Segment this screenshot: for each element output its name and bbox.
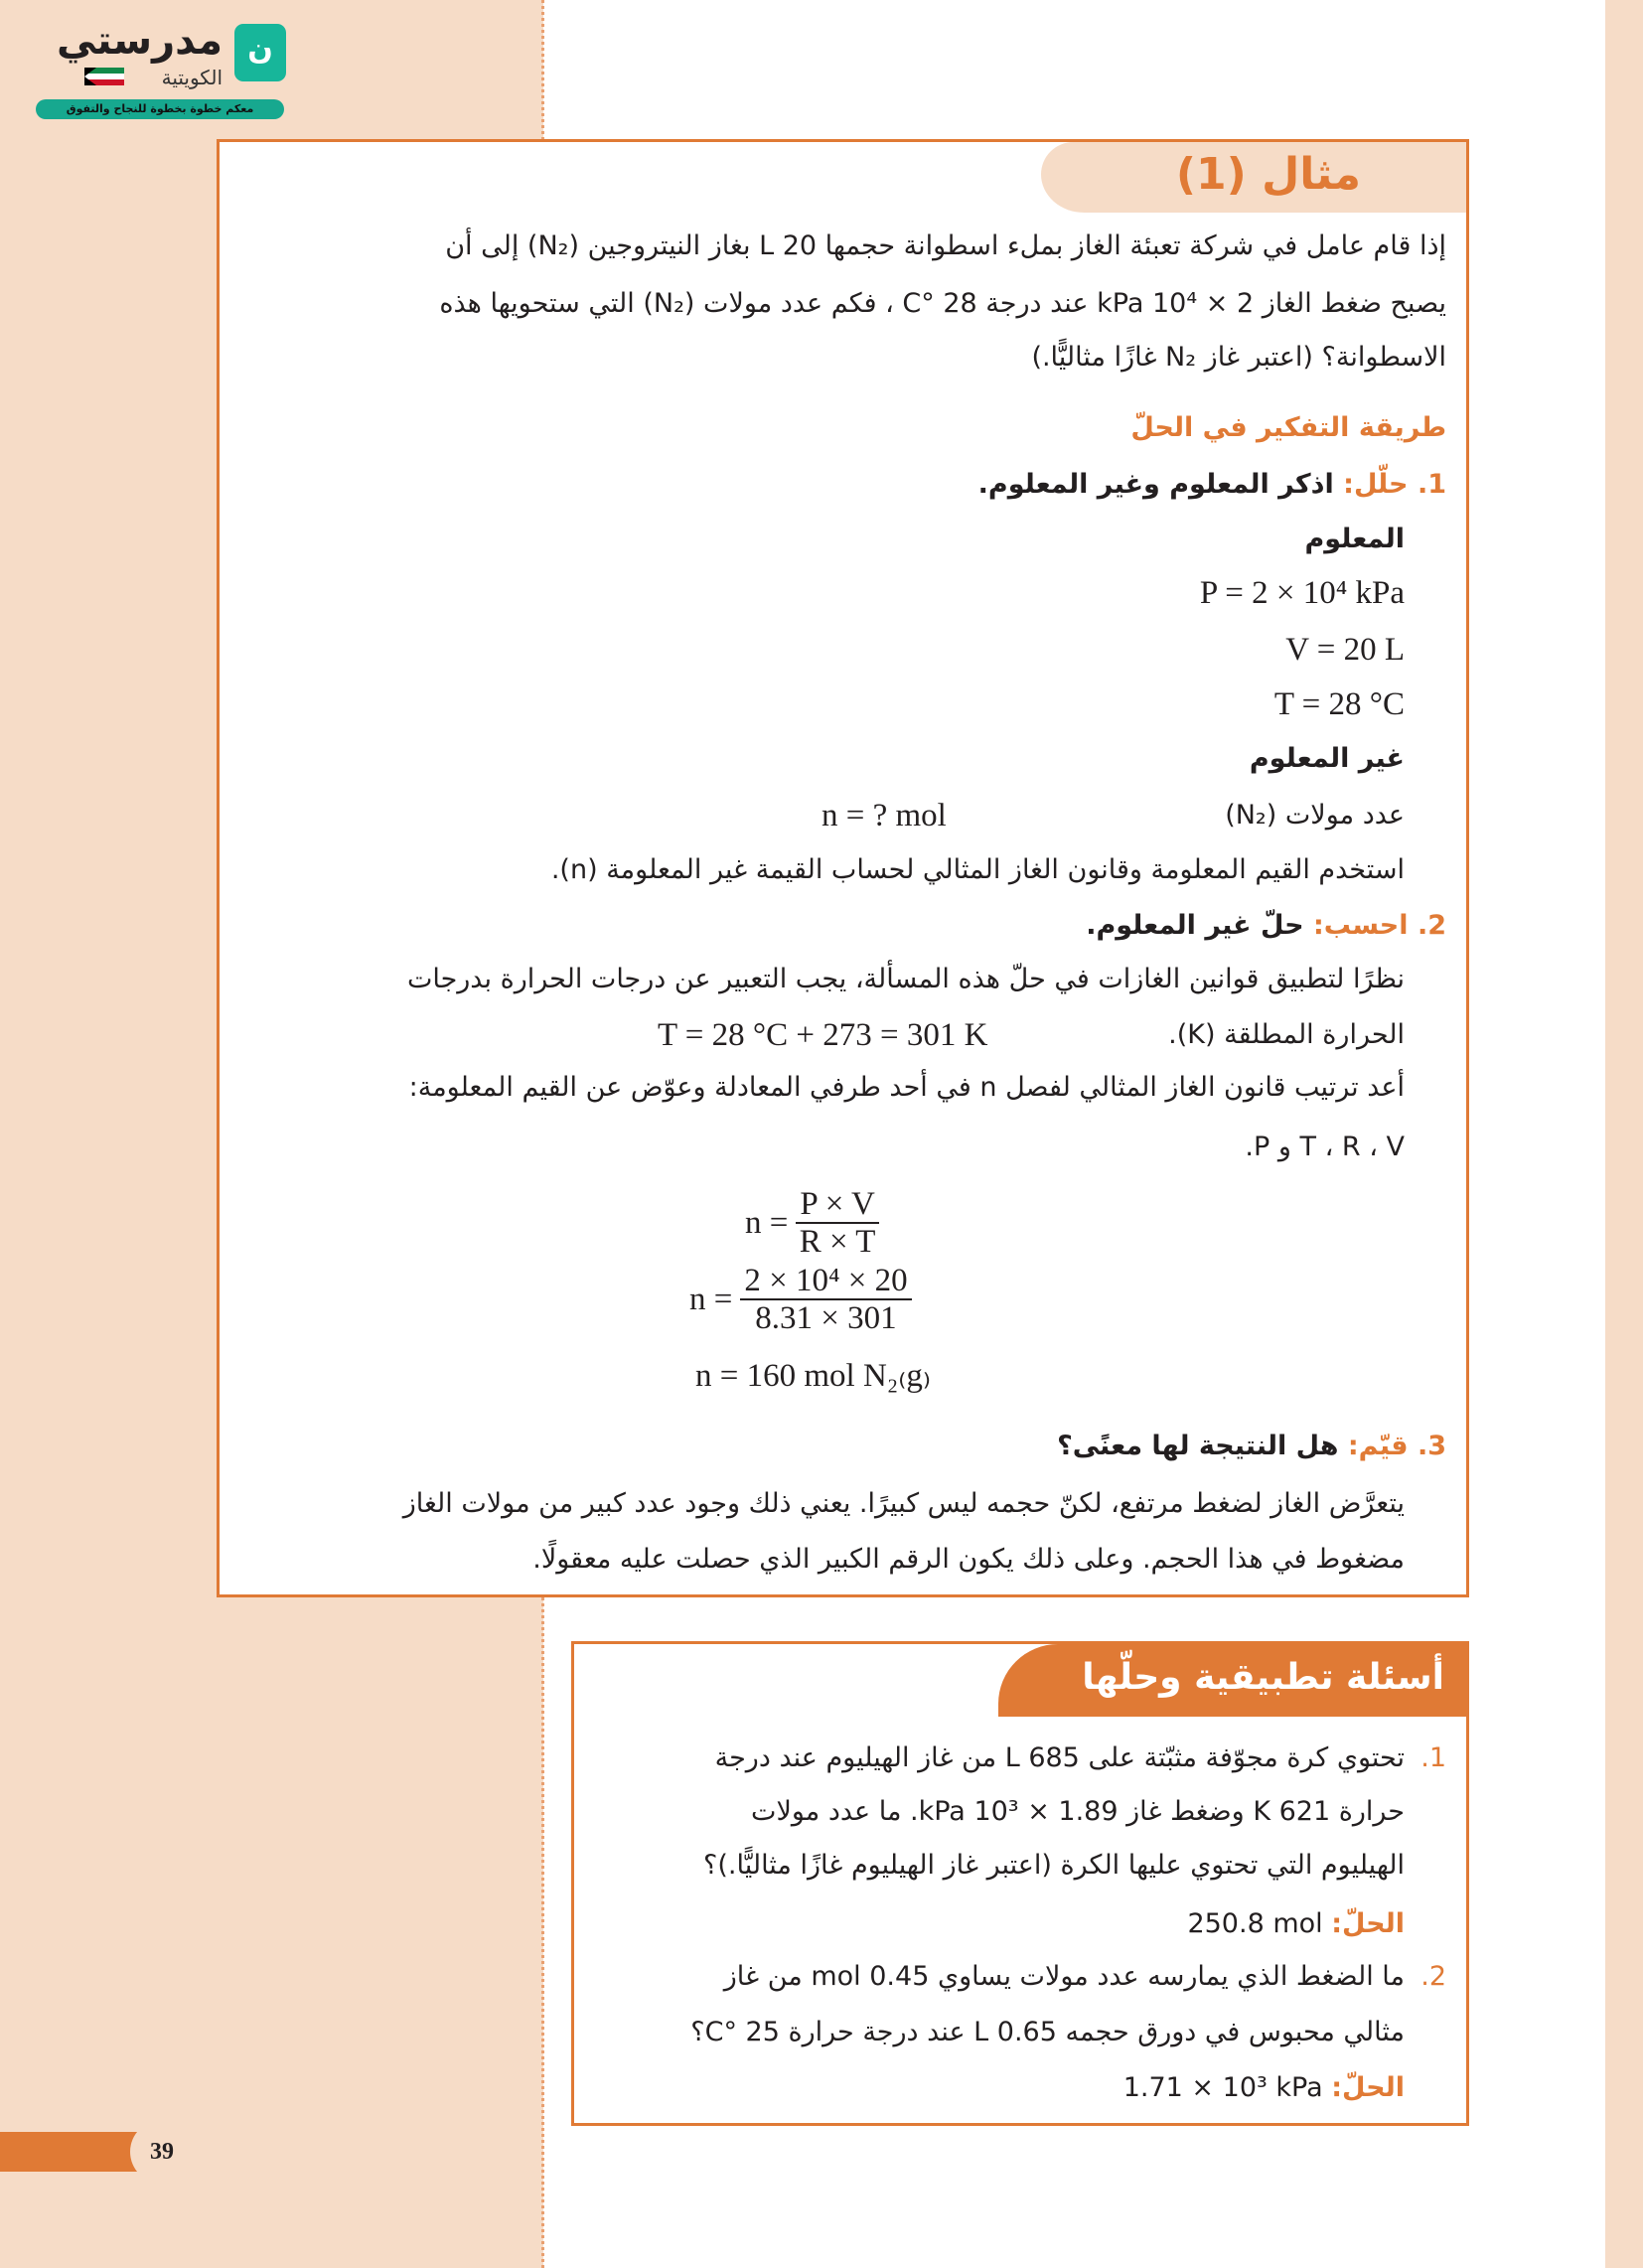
equation-rearranged <box>745 1186 879 1260</box>
step-keyword: حلّل: <box>1343 469 1409 500</box>
step3-line: مضغوط في هذا الحجم. وعلى ذلك يكون الرقم الكبير الذي حصلت عليه معقولًا. <box>532 1544 1405 1575</box>
step2-line: نظرًا لتطبيق قوانين الغازات في حلّ هذه المسألة، يجب التعبير عن درجات الحرارة بدرجات <box>406 964 1405 994</box>
step-text: اذكر المعلوم وغير المعلوم. <box>977 469 1334 500</box>
question-line: حرارة K 621 وضغط غاز 1.89 × 10³ kPa. ما عدد مولات <box>751 1796 1405 1827</box>
step-text: هل النتيجة لها معنًى؟ <box>1057 1431 1339 1461</box>
equation-lhs: n = <box>689 1281 733 1317</box>
step-number: 2. <box>1417 910 1446 941</box>
question-number: 1. <box>1420 1742 1446 1773</box>
step3-line: يتعرَّض الغاز لضغط مرتفع، لكنّ حجمه ليس كبيرًا. يعني ذلك وجود عدد كبير من مولات الغاز <box>402 1488 1405 1519</box>
step-keyword: قيّم: <box>1347 1431 1409 1461</box>
answer-value: 250.8 mol <box>1187 1908 1323 1939</box>
answer-label: الحلّ: <box>1331 1908 1405 1939</box>
answer-value: 1.71 × 10³ kPa <box>1122 2072 1323 2103</box>
page-number: 39 <box>130 2120 194 2184</box>
known-label: المعلوم <box>1304 524 1405 554</box>
step-1 <box>978 465 1446 505</box>
question-line: الهيليوم التي تحتوي عليها الكرة (اعتبر غاز الهيليوم غازًا مثاليًّا.)؟ <box>703 1850 1405 1881</box>
step2-line: الحرارة المطلقة (K). <box>1168 1019 1405 1050</box>
unknown-label: غير المعلوم <box>1249 743 1405 774</box>
known-pressure: P = 2 × 10⁴ kPa <box>1199 575 1405 611</box>
equation-lhs: n = <box>745 1204 789 1241</box>
use-line: استخدم القيم المعلومة وقانون الغاز المثالي لحساب القيمة غير المعلومة (n). <box>550 854 1405 885</box>
result-equation: n = 160 mol N₂₍g₎ <box>695 1358 931 1394</box>
numerator: 2 × 10⁴ × 20 <box>740 1263 911 1300</box>
logo-slogan: معكم خطوة بخطوة للنجاح والتفوق <box>36 99 284 119</box>
step-text: حلّ غير المعلوم. <box>1086 910 1304 941</box>
answer-label: الحلّ: <box>1331 2072 1405 2103</box>
step-3 <box>1057 1427 1446 1466</box>
method-heading: طريقة التفكير في الحلّ <box>1130 412 1446 443</box>
known-volume: V = 20 L <box>1285 632 1405 668</box>
unknown-value: n = ? mol <box>822 798 947 833</box>
question-line: مثالي محبوس في دورق حجمه L 0.65 عند درجة حرارة 25 °C؟ <box>690 2017 1405 2047</box>
logo-name: مدرستي <box>56 18 223 64</box>
practice-title: أسئلة تطبيقية وحلّها <box>1082 1657 1444 1698</box>
logo-subtitle: الكويتية <box>161 66 223 89</box>
numerator: P × V <box>796 1186 878 1224</box>
denominator: R × T <box>799 1224 876 1260</box>
step-keyword: احسب: <box>1312 910 1409 941</box>
step2-line: T ، R ، V و P. <box>1245 1132 1405 1162</box>
equation-substituted <box>689 1263 912 1336</box>
example-title: مثال (1) <box>1175 149 1361 200</box>
question-line: ما الضغط الذي يمارسه عدد مولات يساوي 0.45 mol من غاز <box>723 1961 1405 1992</box>
question-line: تحتوي كرة مجوّفة مثبّتة على L 685 من غاز الهيليوم عند درجة <box>714 1742 1405 1773</box>
unknown-text: عدد مولات (N₂) <box>1225 800 1405 831</box>
problem-line: الاسطوانة؟ (اعتبر غاز N₂ غازًا مثاليًّا.) <box>1031 342 1446 373</box>
known-temperature: T = 28 °C <box>1273 686 1405 722</box>
kuwait-flag-icon <box>84 68 124 85</box>
kelvin-equation: T = 28 °C + 273 = 301 K <box>658 1017 988 1053</box>
book-smile-icon: ن <box>234 24 286 81</box>
step-number: 3. <box>1417 1431 1446 1461</box>
denominator: 8.31 × 301 <box>755 1300 897 1336</box>
problem-line: يصبح ضغط الغاز 2 × 10⁴ kPa عند درجة 28 °C ، فكم عدد مولات (N₂) التي ستحويها هذه <box>439 288 1446 319</box>
answer <box>1187 1904 1405 1944</box>
step-2 <box>1086 906 1446 946</box>
logo <box>30 18 290 122</box>
answer <box>1123 2068 1405 2108</box>
problem-line: إذا قام عامل في شركة تعبئة الغاز بملء اسطوانة حجمها L 20 بغاز النيتروجين (N₂) إلى أن <box>445 230 1446 261</box>
question-number: 2. <box>1420 1961 1446 1992</box>
step2-line: أعد ترتيب قانون الغاز المثالي لفصل n في أحد طرفي المعادلة وعوّض عن القيم المعلومة: <box>408 1072 1405 1103</box>
page-number-bar <box>0 2132 149 2172</box>
step-number: 1. <box>1417 469 1446 500</box>
